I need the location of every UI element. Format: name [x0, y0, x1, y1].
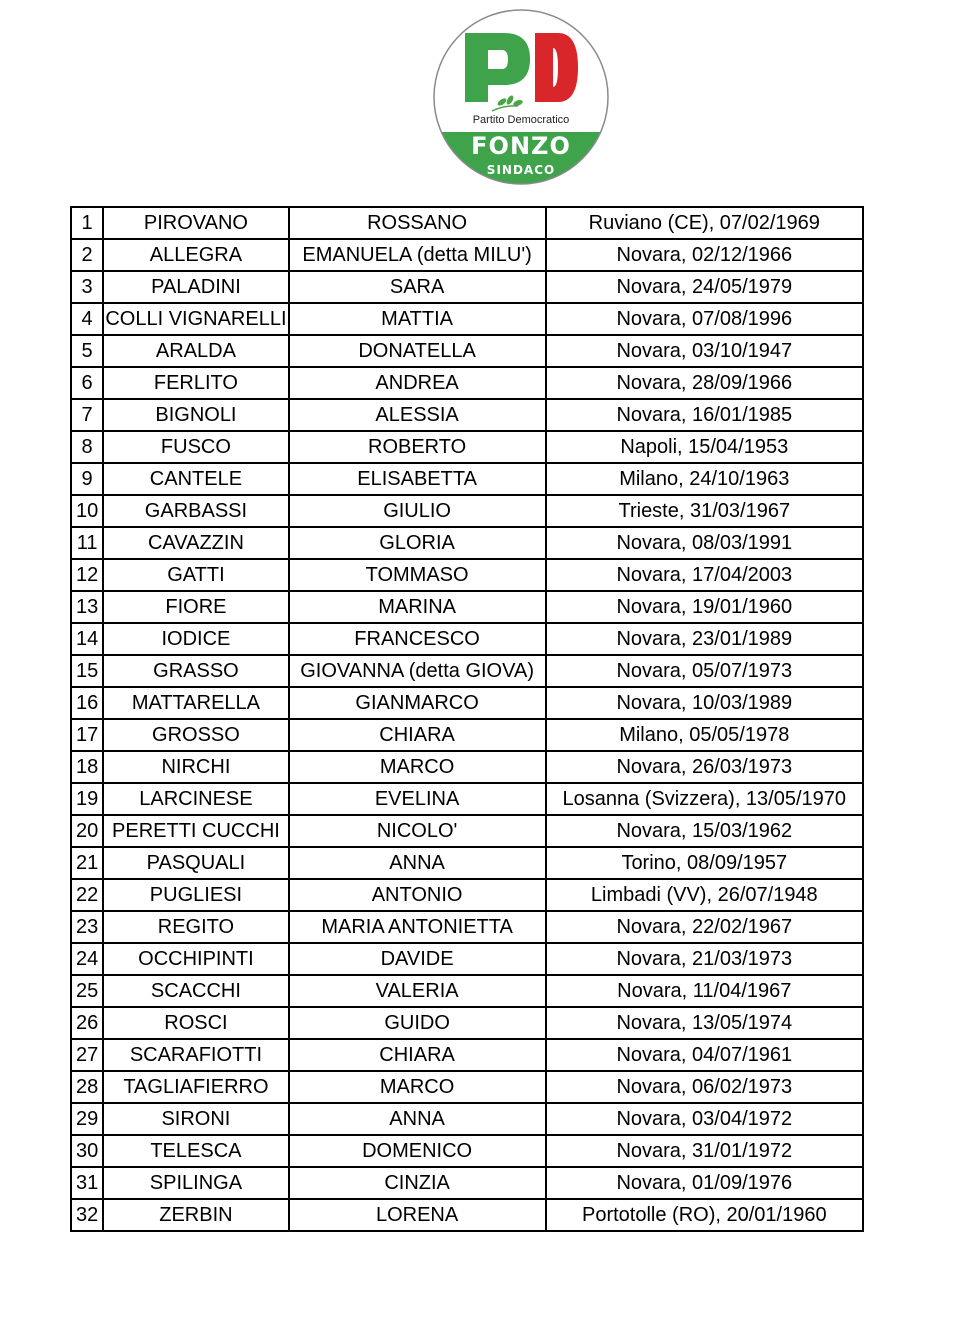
candidate-surname: ROSCI — [103, 1007, 288, 1039]
table-row — [71, 303, 863, 335]
candidate-first-name: MARCO — [289, 1071, 546, 1103]
candidate-surname: PUGLIESI — [103, 879, 288, 911]
candidate-surname: GATTI — [103, 559, 288, 591]
candidate-first-name: TOMMASO — [289, 559, 546, 591]
candidate-birthplace-date: Novara, 03/04/1972 — [546, 1103, 863, 1135]
candidate-first-name: ANNA — [289, 1103, 546, 1135]
candidate-birthplace-date: Novara, 13/05/1974 — [546, 1007, 863, 1039]
candidate-number: 27 — [71, 1039, 103, 1071]
candidate-first-name: ANNA — [289, 847, 546, 879]
table-row — [71, 463, 863, 495]
candidate-surname: PALADINI — [103, 271, 288, 303]
candidate-first-name: MARIA ANTONIETTA — [289, 911, 546, 943]
candidate-number: 30 — [71, 1135, 103, 1167]
candidate-birthplace-date: Novara, 11/04/1967 — [546, 975, 863, 1007]
table-row — [71, 1039, 863, 1071]
candidate-number: 24 — [71, 943, 103, 975]
party-name: Partito Democratico — [472, 114, 570, 126]
table-row — [71, 495, 863, 527]
candidate-number: 32 — [71, 1199, 103, 1231]
candidate-first-name: CHIARA — [289, 1039, 546, 1071]
candidate-number: 31 — [71, 1167, 103, 1199]
table-row — [71, 911, 863, 943]
candidate-number: 25 — [71, 975, 103, 1007]
candidate-birthplace-date: Torino, 08/09/1957 — [546, 847, 863, 879]
table-row — [71, 527, 863, 559]
candidate-role: SINDACO — [486, 163, 556, 177]
candidate-surname: CANTELE — [103, 463, 288, 495]
candidate-birthplace-date: Novara, 01/09/1976 — [546, 1167, 863, 1199]
candidate-number: 12 — [71, 559, 103, 591]
candidate-birthplace-date: Novara, 06/02/1973 — [546, 1071, 863, 1103]
candidate-birthplace-date: Trieste, 31/03/1967 — [546, 495, 863, 527]
candidate-surname: ALLEGRA — [103, 239, 288, 271]
candidate-number: 15 — [71, 655, 103, 687]
candidate-birthplace-date: Novara, 17/04/2003 — [546, 559, 863, 591]
candidate-first-name: ALESSIA — [289, 399, 546, 431]
candidate-surname: SCARAFIOTTI — [103, 1039, 288, 1071]
candidate-number: 29 — [71, 1103, 103, 1135]
candidate-birthplace-date: Novara, 28/09/1966 — [546, 367, 863, 399]
candidate-surname: SIRONI — [103, 1103, 288, 1135]
candidate-surname: LARCINESE — [103, 783, 288, 815]
table-row — [71, 239, 863, 271]
candidate-first-name: CINZIA — [289, 1167, 546, 1199]
table-row — [71, 943, 863, 975]
candidate-number: 8 — [71, 431, 103, 463]
candidate-surname: MATTARELLA — [103, 687, 288, 719]
table-row — [71, 1167, 863, 1199]
table-row — [71, 879, 863, 911]
candidate-surname: PIROVANO — [103, 207, 288, 239]
candidate-number: 22 — [71, 879, 103, 911]
candidate-birthplace-date: Milano, 05/05/1978 — [546, 719, 863, 751]
candidate-surname: TAGLIAFIERRO — [103, 1071, 288, 1103]
candidate-surname: FERLITO — [103, 367, 288, 399]
table-row — [71, 719, 863, 751]
candidate-surname: FUSCO — [103, 431, 288, 463]
party-logo — [432, 8, 610, 186]
candidate-name: FONZO — [471, 132, 571, 160]
candidate-number: 17 — [71, 719, 103, 751]
candidate-number: 18 — [71, 751, 103, 783]
candidate-surname: GRASSO — [103, 655, 288, 687]
candidate-birthplace-date: Novara, 15/03/1962 — [546, 815, 863, 847]
candidate-number: 26 — [71, 1007, 103, 1039]
candidate-birthplace-date: Novara, 05/07/1973 — [546, 655, 863, 687]
table-row — [71, 335, 863, 367]
candidate-first-name: GIANMARCO — [289, 687, 546, 719]
table-row — [71, 687, 863, 719]
candidate-number: 1 — [71, 207, 103, 239]
candidate-number: 21 — [71, 847, 103, 879]
candidate-first-name: DONATELLA — [289, 335, 546, 367]
candidate-number: 13 — [71, 591, 103, 623]
candidate-birthplace-date: Milano, 24/10/1963 — [546, 463, 863, 495]
table-row — [71, 847, 863, 879]
candidate-birthplace-date: Novara, 04/07/1961 — [546, 1039, 863, 1071]
table-row — [71, 207, 863, 239]
table-row — [71, 751, 863, 783]
candidate-surname: COLLI VIGNARELLI — [103, 303, 288, 335]
candidate-surname: OCCHIPINTI — [103, 943, 288, 975]
candidate-birthplace-date: Novara, 19/01/1960 — [546, 591, 863, 623]
candidate-first-name: FRANCESCO — [289, 623, 546, 655]
candidate-birthplace-date: Novara, 23/01/1989 — [546, 623, 863, 655]
candidate-first-name: EVELINA — [289, 783, 546, 815]
table-row — [71, 1103, 863, 1135]
table-row — [71, 815, 863, 847]
candidate-surname: IODICE — [103, 623, 288, 655]
candidate-surname: NIRCHI — [103, 751, 288, 783]
candidate-surname: ZERBIN — [103, 1199, 288, 1231]
table-row — [71, 1135, 863, 1167]
candidate-birthplace-date: Ruviano (CE), 07/02/1969 — [546, 207, 863, 239]
table-row — [71, 655, 863, 687]
candidate-first-name: ROBERTO — [289, 431, 546, 463]
candidate-first-name: EMANUELA (detta MILU') — [289, 239, 546, 271]
table-row — [71, 431, 863, 463]
candidate-list-table — [70, 206, 864, 1232]
candidate-birthplace-date: Novara, 26/03/1973 — [546, 751, 863, 783]
candidate-birthplace-date: Novara, 07/08/1996 — [546, 303, 863, 335]
candidate-surname: ARALDA — [103, 335, 288, 367]
candidate-birthplace-date: Novara, 02/12/1966 — [546, 239, 863, 271]
candidate-first-name: MATTIA — [289, 303, 546, 335]
candidate-surname: SPILINGA — [103, 1167, 288, 1199]
candidate-birthplace-date: Novara, 21/03/1973 — [546, 943, 863, 975]
candidate-number: 6 — [71, 367, 103, 399]
candidate-birthplace-date: Losanna (Svizzera), 13/05/1970 — [546, 783, 863, 815]
table-row — [71, 559, 863, 591]
candidate-first-name: LORENA — [289, 1199, 546, 1231]
candidate-first-name: DOMENICO — [289, 1135, 546, 1167]
candidate-first-name: MARINA — [289, 591, 546, 623]
candidate-birthplace-date: Limbadi (VV), 26/07/1948 — [546, 879, 863, 911]
candidate-first-name: GLORIA — [289, 527, 546, 559]
candidate-surname: BIGNOLI — [103, 399, 288, 431]
candidate-birthplace-date: Novara, 24/05/1979 — [546, 271, 863, 303]
table-row — [71, 591, 863, 623]
candidate-surname: REGITO — [103, 911, 288, 943]
candidate-number: 4 — [71, 303, 103, 335]
candidate-number: 14 — [71, 623, 103, 655]
candidate-number: 5 — [71, 335, 103, 367]
table-row — [71, 399, 863, 431]
candidate-first-name: ANDREA — [289, 367, 546, 399]
table-row — [71, 975, 863, 1007]
candidate-surname: PASQUALI — [103, 847, 288, 879]
candidate-first-name: VALERIA — [289, 975, 546, 1007]
candidate-number: 16 — [71, 687, 103, 719]
candidate-number: 2 — [71, 239, 103, 271]
candidate-number: 28 — [71, 1071, 103, 1103]
candidate-first-name: GIULIO — [289, 495, 546, 527]
candidate-first-name: NICOLO' — [289, 815, 546, 847]
candidate-first-name: GIOVANNA (detta GIOVA) — [289, 655, 546, 687]
candidate-number: 10 — [71, 495, 103, 527]
table-row — [71, 1199, 863, 1231]
candidate-first-name: MARCO — [289, 751, 546, 783]
table-row — [71, 271, 863, 303]
candidate-number: 3 — [71, 271, 103, 303]
candidate-birthplace-date: Novara, 08/03/1991 — [546, 527, 863, 559]
candidate-first-name: SARA — [289, 271, 546, 303]
table-row — [71, 1007, 863, 1039]
candidate-birthplace-date: Novara, 31/01/1972 — [546, 1135, 863, 1167]
candidate-surname: PERETTI CUCCHI — [103, 815, 288, 847]
candidate-surname: GARBASSI — [103, 495, 288, 527]
candidate-first-name: CHIARA — [289, 719, 546, 751]
candidate-birthplace-date: Novara, 22/02/1967 — [546, 911, 863, 943]
candidate-birthplace-date: Novara, 10/03/1989 — [546, 687, 863, 719]
candidate-number: 11 — [71, 527, 103, 559]
table-row — [71, 1071, 863, 1103]
candidate-birthplace-date: Portotolle (RO), 20/01/1960 — [546, 1199, 863, 1231]
table-row — [71, 783, 863, 815]
candidate-first-name: DAVIDE — [289, 943, 546, 975]
candidate-number: 19 — [71, 783, 103, 815]
candidate-surname: FIORE — [103, 591, 288, 623]
table-row — [71, 367, 863, 399]
candidate-first-name: ELISABETTA — [289, 463, 546, 495]
candidate-birthplace-date: Napoli, 15/04/1953 — [546, 431, 863, 463]
candidate-birthplace-date: Novara, 16/01/1985 — [546, 399, 863, 431]
candidate-first-name: ROSSANO — [289, 207, 546, 239]
candidate-first-name: ANTONIO — [289, 879, 546, 911]
candidate-first-name: GUIDO — [289, 1007, 546, 1039]
candidate-surname: GROSSO — [103, 719, 288, 751]
candidate-number: 7 — [71, 399, 103, 431]
table-row — [71, 623, 863, 655]
candidate-list-body — [71, 207, 863, 1231]
candidate-number: 23 — [71, 911, 103, 943]
pd-logo-graphic — [432, 8, 610, 186]
candidate-number: 20 — [71, 815, 103, 847]
candidate-surname: CAVAZZIN — [103, 527, 288, 559]
candidate-surname: SCACCHI — [103, 975, 288, 1007]
candidate-birthplace-date: Novara, 03/10/1947 — [546, 335, 863, 367]
candidate-number: 9 — [71, 463, 103, 495]
candidate-surname: TELESCA — [103, 1135, 288, 1167]
